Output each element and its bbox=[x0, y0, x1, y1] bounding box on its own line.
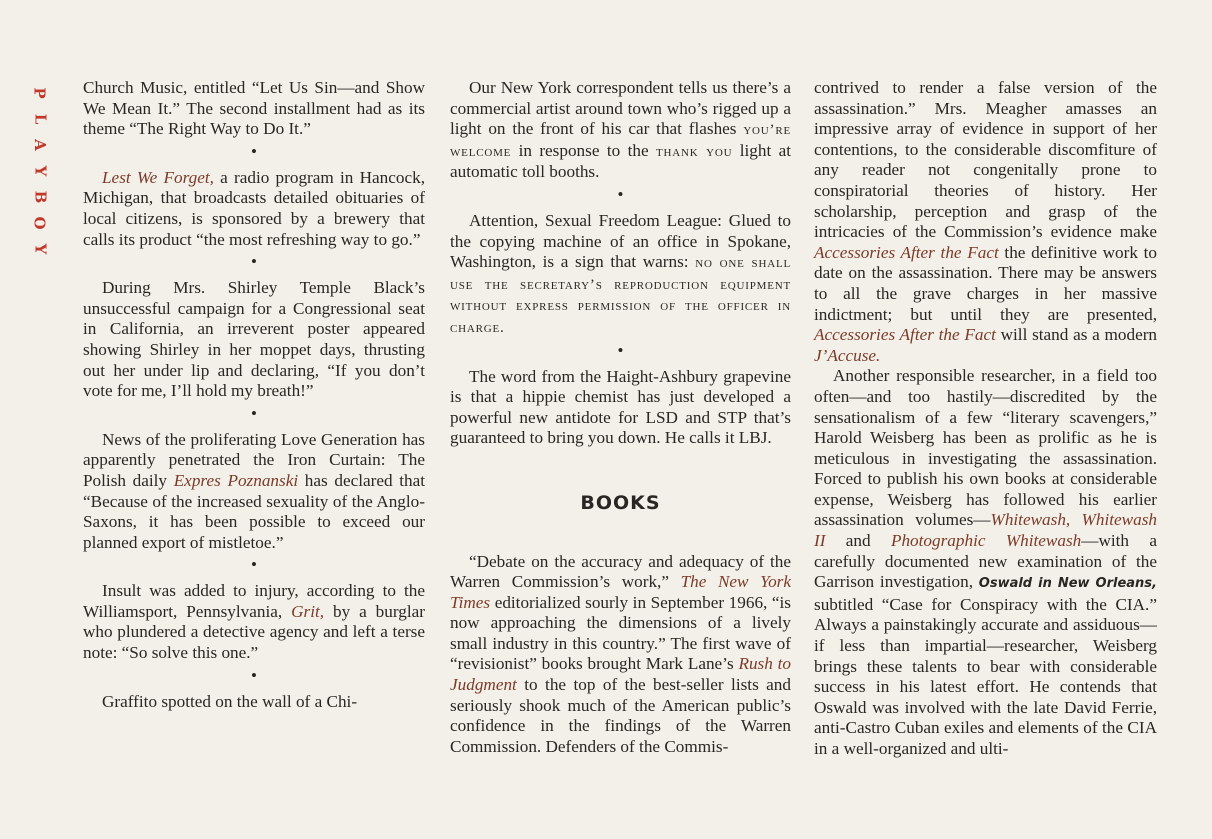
masthead-letter: Y bbox=[31, 243, 49, 255]
column-1 bbox=[83, 78, 425, 712]
separator-bullet bbox=[83, 559, 425, 571]
newspaper-title: The New York Times bbox=[450, 572, 791, 612]
book-title: Photographic Whitewash bbox=[890, 531, 1082, 551]
paragraph: The word from the Haight-Ashbury grapevine is that a hippie chemist has just developed a powerful new antidote for LSD and STP that’s guaranteed to bring you down. He calls it LBJ. bbox=[450, 366, 791, 448]
magazine-masthead bbox=[22, 80, 58, 262]
newspaper-title: Expres Poznanski bbox=[173, 470, 299, 490]
book-title: Oswald in New Orleans, bbox=[978, 576, 1157, 592]
masthead-letter: L bbox=[30, 113, 49, 125]
separator-bullet bbox=[450, 345, 791, 357]
paragraph bbox=[814, 366, 1157, 759]
paragraph-text: light at automatic toll booths. bbox=[450, 140, 791, 182]
book-title: Whitewash, Whitewash II bbox=[814, 510, 1157, 551]
paragraph-text: Our New York correspondent tells us there’s a commercial artist around town who’s rigged up a light on the front of his car that flashes bbox=[450, 78, 791, 139]
paragraph bbox=[83, 168, 425, 250]
book-title: J’Accuse. bbox=[814, 345, 881, 365]
book-title: Accessories After the Fact bbox=[814, 242, 999, 262]
paragraph-text: Insult was added to injury, according to the Williamsport, Pennsylvania, bbox=[83, 581, 425, 621]
column-2 bbox=[450, 78, 791, 757]
column-3 bbox=[814, 78, 1157, 760]
paragraph-text: a radio program in Hancock, Michigan, that broadcasts detailed obituaries of local citizens, is sponsored by a brewery that calls its product “the most refreshing way to go.” bbox=[83, 167, 425, 249]
paragraph: Graffito spotted on the wall of a Chi- bbox=[102, 691, 358, 711]
separator-bullet bbox=[83, 408, 425, 420]
separator-bullet bbox=[83, 256, 425, 268]
paragraph-text: “Debate on the accuracy and adequacy of the Warren Commission’s work,” bbox=[450, 551, 791, 592]
paragraph bbox=[814, 78, 1157, 366]
paragraph-text: to the top of the best-seller lists and seriously shook much of the American public’s confidence in the findings of the Warren Commission. Defenders of the Commis- bbox=[450, 675, 791, 756]
paragraph bbox=[450, 552, 791, 758]
paragraph-text: will stand as a modern bbox=[995, 325, 1158, 345]
paragraph-text: subtitled “Case for Conspiracy with the CIA.” Always a painstakingly accurate and assiduous—if less than impartial—researcher, Weisberg brings these talents to bear with considerable success in his latest effort. He contends that Oswald was involved with the late David Ferrie, anti-Castro Cuban exiles and elements of the CIA in a well-organized and ulti- bbox=[814, 594, 1157, 758]
paragraph-text: in response to the bbox=[511, 140, 656, 160]
program-title: Lest We Forget, bbox=[102, 167, 214, 187]
paragraph bbox=[83, 430, 425, 554]
small-caps-text: thank you bbox=[655, 143, 733, 160]
paragraph-text: Another responsible researcher, in a field too often—and too hastily—discredited by the sensationalism of a few “literary scavengers,” Harold Weisberg has been as prolific as he is meticulous in investigating the assassination. Forced to publish his own books at considerable expense, Weisberg has followed his earlier assassination volumes— bbox=[814, 366, 1157, 530]
paragraph bbox=[450, 78, 791, 183]
paragraph-text: the definitive work to date on the assassination. There may be answers to all the grave charges in her massive indictment; but until they are presented, bbox=[814, 242, 1158, 324]
separator-bullet bbox=[83, 146, 425, 158]
small-caps-text: no one shall use the secretary’s reproduction equipment without express permission of the officer in charge. bbox=[450, 255, 791, 336]
masthead-letter: P bbox=[31, 87, 49, 99]
paragraph-text: editorialized sourly in September 1966, “is now approaching the dimensions of a lively small industry in this country.” The first wave of “revisionist” books brought Mark Lane’s bbox=[450, 592, 791, 674]
paragraph: Church Music, entitled “Let Us Sin—and Show We Mean It.” The second installment had as its theme “The Right Way to Do It.” bbox=[83, 78, 425, 139]
paragraph: During Mrs. Shirley Temple Black’s unsuccessful campaign for a Congressional seat in California, an irreverent poster appeared showing Shirley in her moppet days, thrusting out her under lip and declaring, “If you don’t vote for me, I’ll hold my breath!” bbox=[83, 278, 425, 401]
section-heading: BOOKS bbox=[580, 491, 661, 514]
paragraph-text: Attention, Sexual Freedom League: Glued to the copying machine of an office in Spokane, Washington, is a sign that warns: bbox=[450, 210, 791, 272]
paragraph-text: by a burglar who plundered a detective agency and left a terse note: “So solve this one.” bbox=[83, 601, 426, 663]
newspaper-title: Grit, bbox=[291, 601, 325, 621]
masthead-letter: A bbox=[30, 139, 49, 151]
separator-bullet bbox=[83, 670, 425, 682]
paragraph-text: has declared that “Because of the increased sexuality of the Anglo-Saxons, it has been possible to exceed our planned export of mistletoe.” bbox=[83, 470, 425, 552]
paragraph bbox=[450, 211, 791, 339]
small-caps-text: you’re welcome bbox=[450, 122, 791, 160]
paragraph-text: News of the proliferating Love Generation has apparently penetrated the Iron Curtain: The Polish daily bbox=[83, 429, 425, 490]
separator-bullet bbox=[450, 189, 791, 201]
paragraph-text: and bbox=[825, 531, 891, 551]
paragraph-text: contrived to render a false version of the assassination.” Mrs. Meagher amasses an impressive array of evidence in support of her contentions, to the considerable discomfiture of any reader not congenitally prone to conspiratorial theories of history. Her scholarship, perception and grasp of the intricacies of the Commission’s evidence make bbox=[814, 78, 1157, 242]
masthead-letter: Y bbox=[31, 165, 49, 177]
book-title: Accessories After the Fact bbox=[814, 325, 996, 345]
masthead-letter: O bbox=[30, 216, 49, 230]
masthead-letter: B bbox=[31, 190, 49, 204]
book-title: Rush to Judgment bbox=[450, 654, 791, 695]
paragraph bbox=[83, 581, 425, 663]
paragraph-text: —with a carefully documented new examination of the Garrison investigation, bbox=[814, 531, 1157, 592]
